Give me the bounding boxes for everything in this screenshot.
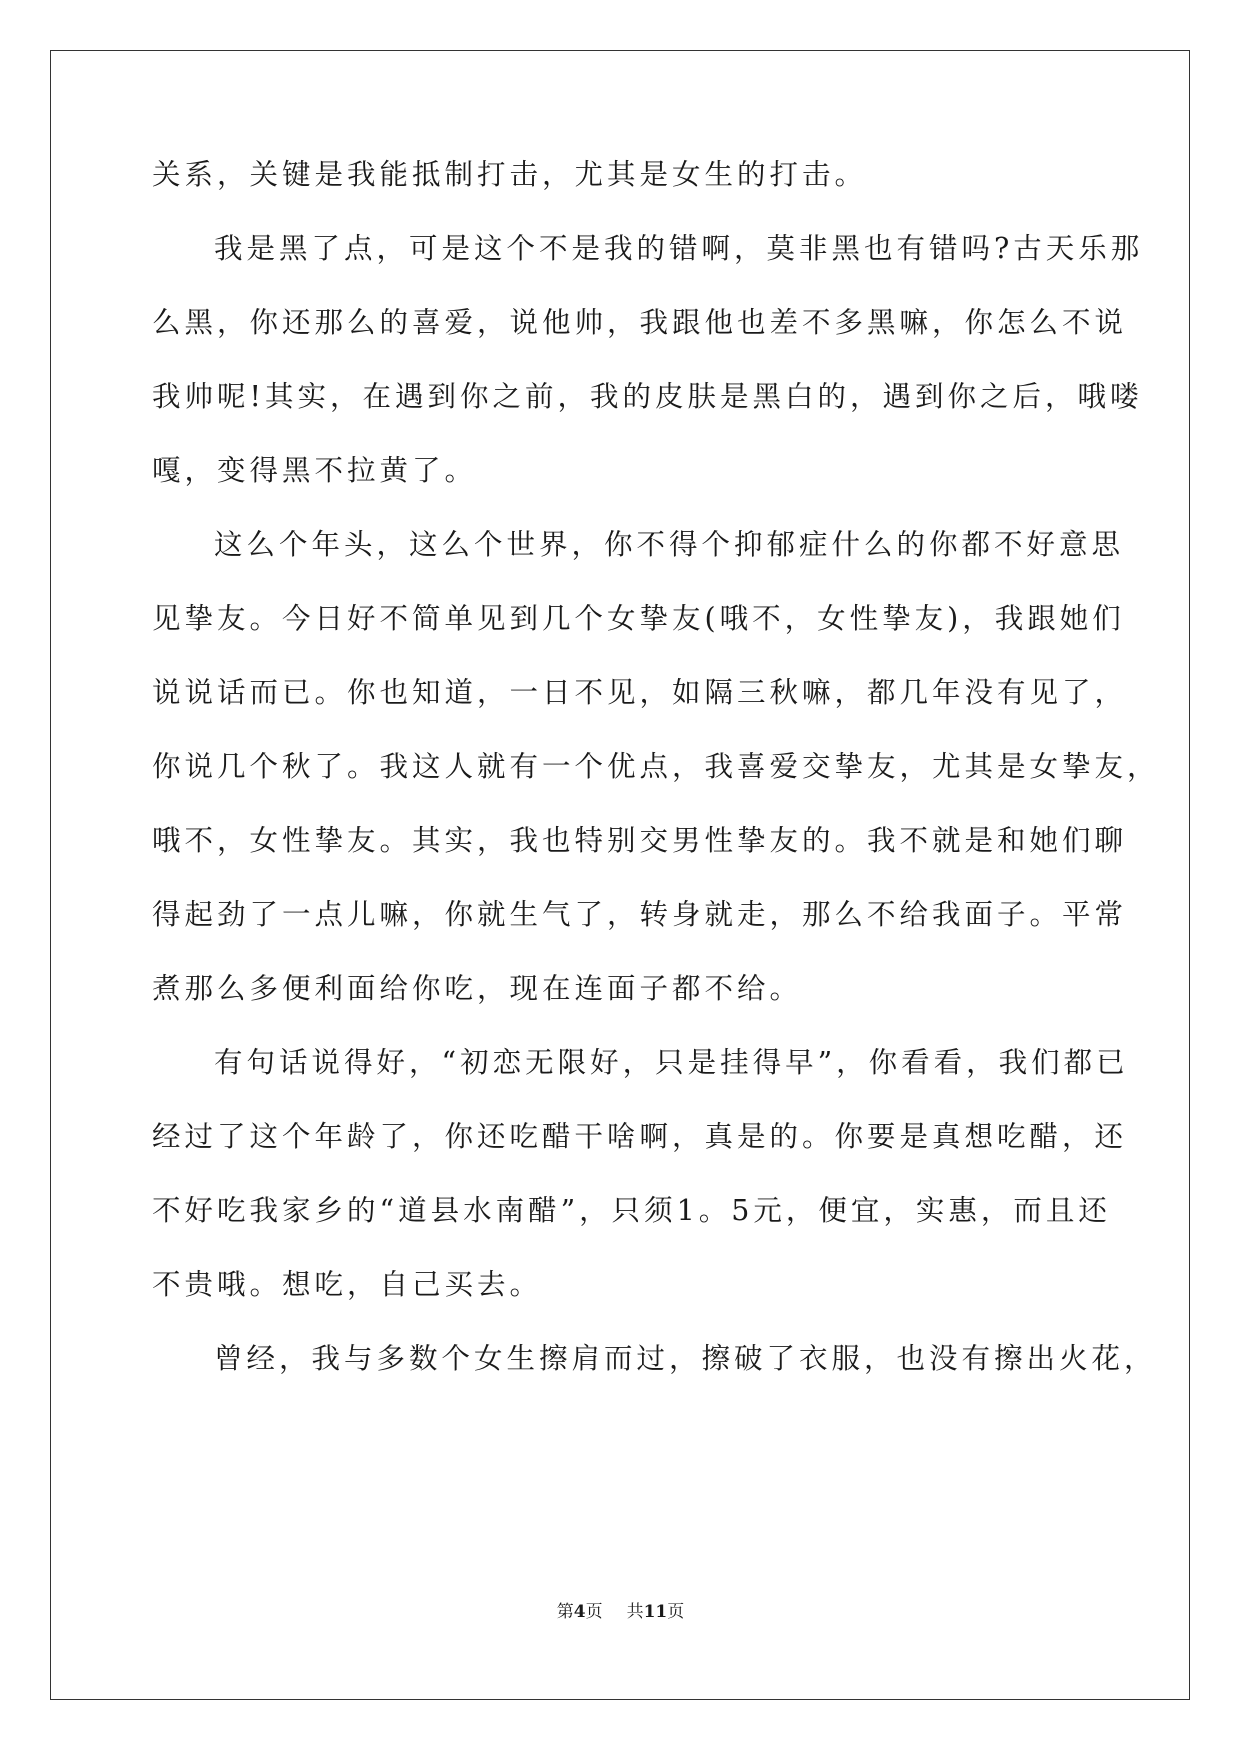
body-line: 我帅呢!其实，在遇到你之前，我的皮肤是黑白的，遇到你之后，哦喽 (152, 380, 1143, 413)
body-line: 见挚友。今日好不简单见到几个女挚友(哦不，女性挚友)，我跟她们 (152, 602, 1125, 635)
body-line: 说说话而已。你也知道，一日不见，如隔三秋嘛，都几年没有见了， (152, 676, 1128, 709)
total-pages-unit: 页 (667, 1602, 685, 1622)
body-line: 煮那么多便利面给你吃，现在连面子都不给。 (152, 972, 803, 1005)
body-line: 嘎，变得黑不拉黄了。 (152, 454, 478, 487)
body-line: 么黑，你还那么的喜爱，说他帅，我跟他也差不多黑嘛，你怎么不说 (152, 306, 1128, 339)
body-line: 关系，关键是我能抵制打击，尤其是女生的打击。 (152, 158, 868, 191)
paragraph-first-line: 我是黑了点，可是这个不是我的错啊，莫非黑也有错吗?古天乐那 (214, 232, 1144, 265)
paragraph-first-line: 有句话说得好，“初恋无限好，只是挂得早”，你看看，我们都已 (214, 1046, 1129, 1079)
page-footer (0, 1601, 1241, 1623)
body-line: 哦不，女性挚友。其实，我也特别交男性挚友的。我不就是和她们聊 (152, 824, 1128, 857)
body-line: 经过了这个年龄了，你还吃醋干啥啊，真是的。你要是真想吃醋，还 (152, 1120, 1128, 1153)
body-line: 不好吃我家乡的“道县水南醋”，只须1。5元，便宜，实惠，而且还 (152, 1194, 1111, 1227)
page-number-unit: 页 (585, 1602, 603, 1622)
paragraph-first-line: 曾经，我与多数个女生擦肩而过，擦破了衣服，也没有擦出火花， (214, 1342, 1157, 1375)
page-number-prefix: 第 (556, 1602, 574, 1622)
page-number: 4 (573, 1602, 586, 1622)
body-line: 得起劲了一点儿嘛，你就生气了，转身就走，那么不给我面子。平常 (152, 898, 1128, 931)
paragraph-first-line: 这么个年头，这么个世界，你不得个抑郁症什么的你都不好意思 (214, 528, 1125, 561)
page-border (50, 50, 1190, 1700)
total-pages: 11 (643, 1602, 668, 1622)
body-line: 你说几个秋了。我这人就有一个优点，我喜爱交挚友，尤其是女挚友， (152, 750, 1160, 783)
body-line: 不贵哦。想吃，自己买去。 (152, 1268, 543, 1301)
total-pages-prefix: 共 (626, 1602, 644, 1622)
